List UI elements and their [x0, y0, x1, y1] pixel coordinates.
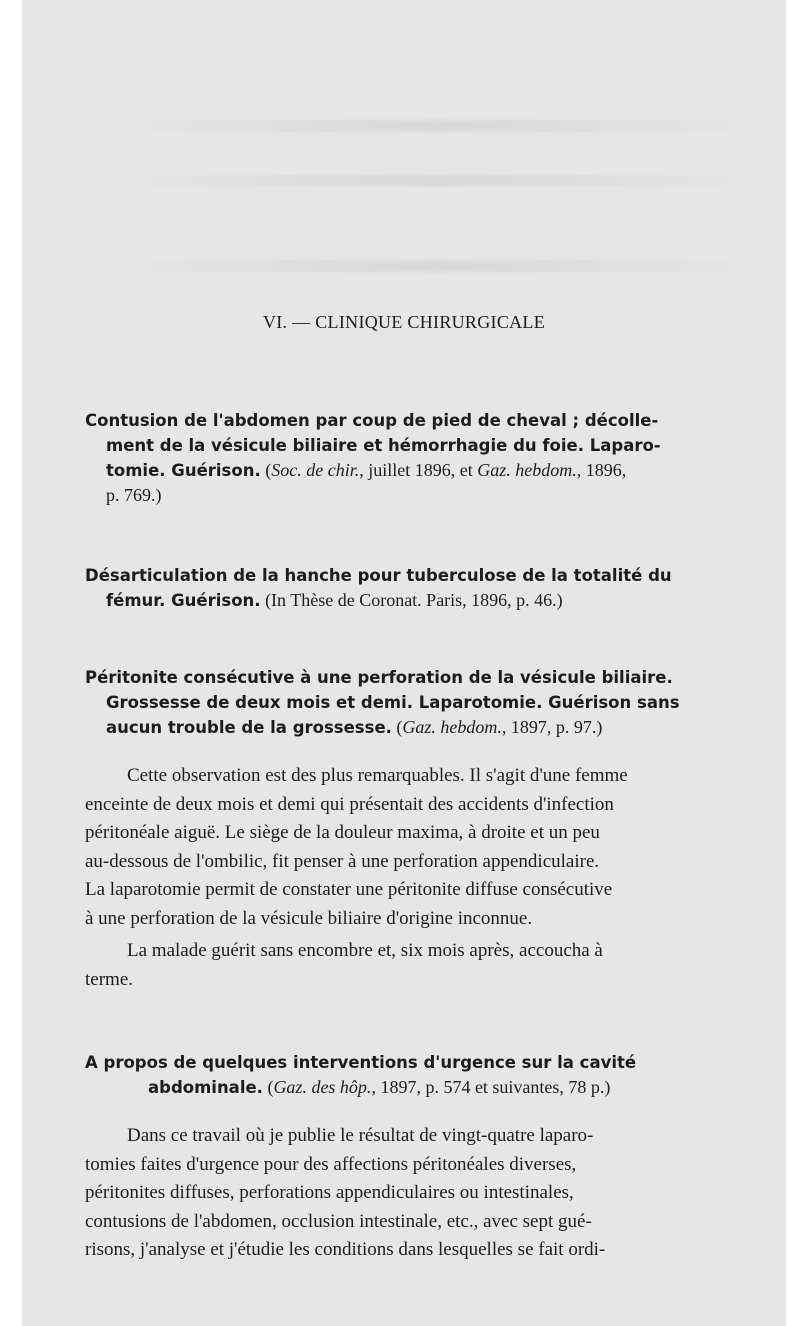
paragraph-line: au-dessous de l'ombilic, fit penser à une perforation appendiculaire.	[85, 850, 600, 872]
body-paragraph	[85, 937, 777, 994]
entry-contusion	[85, 408, 777, 508]
paragraph-line: à une perforation de la vésicule biliaire d'origine inconnue.	[85, 907, 533, 929]
paragraph-line: La malade guérit sans encombre et, six mois après, accoucha à	[127, 940, 603, 961]
entry-heading	[85, 1050, 777, 1100]
entry-heading	[85, 563, 777, 613]
body-paragraph	[85, 1122, 777, 1265]
paragraph-line: contusions de l'abdomen, occlusion intestinale, etc., avec sept gué-	[85, 1210, 592, 1232]
heading-line: aucun trouble de la grossesse.	[106, 718, 392, 737]
heading-line: Désarticulation de la hanche pour tuberculose de la totalité du	[85, 566, 672, 585]
entry-reference: (Gaz. des hôp., 1897, p. 574 et suivantes, 78 p.)	[262, 1077, 611, 1097]
heading-line: A propos de quelques interventions d'urgence sur la cavité	[85, 1053, 637, 1072]
heading-line: fémur. Guérison.	[106, 591, 261, 610]
entry-reference: (Soc. de chir., juillet 1896, et Gaz. hebdom., 1896,	[260, 460, 627, 480]
entry-interventions-urgence	[85, 1050, 777, 1265]
paragraph-line: terme.	[85, 968, 134, 990]
entry-reference-end: p. 769.)	[106, 485, 162, 505]
bleed-through-shadow	[117, 120, 757, 132]
paragraph-line: risons, j'analyse et j'étudie les conditions dans lesquelles se fait ordi-	[85, 1239, 606, 1260]
entry-desarticulation	[85, 563, 777, 613]
heading-line: Contusion de l'abdomen par coup de pied de cheval ; décolle-	[85, 411, 659, 430]
paragraph-line: péritonites diffuses, perforations appendiculaires ou intestinales,	[85, 1182, 574, 1203]
paragraph-line: péritonéale aiguë. Le siège de la douleur maxima, à droite et un peu	[85, 822, 600, 843]
entry-heading	[85, 665, 777, 740]
paragraph-line: tomies faites d'urgence pour des affections péritonéales diverses,	[85, 1153, 577, 1175]
bleed-through-shadow	[117, 260, 757, 272]
heading-line: abdominale.	[148, 1078, 263, 1097]
paragraph-line: enceinte de deux mois et demi qui présentait des accidents d'infection	[85, 793, 614, 815]
page-sheet	[22, 0, 786, 1326]
bleed-through-shadow	[117, 175, 757, 187]
paragraph-line: Dans ce travail où je publie le résultat de vingt-quatre laparo-	[127, 1125, 594, 1146]
entry-reference: (Gaz. hebdom., 1897, p. 97.)	[391, 717, 603, 737]
heading-line: ment de la vésicule biliaire et hémorrhagie du foie. Laparo-	[106, 436, 661, 455]
heading-line: tomie. Guérison.	[106, 461, 261, 480]
entry-peritonite	[85, 665, 777, 994]
body-paragraph	[85, 762, 777, 933]
paragraph-line: La laparotomie permit de constater une péritonite diffuse consécutive	[85, 879, 613, 900]
paragraph-line: Cette observation est des plus remarquables. Il s'agit d'une femme	[127, 765, 628, 786]
heading-line: Grossesse de deux mois et demi. Laparotomie. Guérison sans	[106, 693, 680, 712]
entry-heading	[85, 408, 777, 508]
heading-line: Péritonite consécutive à une perforation de la vésicule biliaire.	[85, 668, 673, 687]
entry-reference: (In Thèse de Coronat. Paris, 1896, p. 46.)	[260, 590, 563, 610]
section-title: VI. — CLINIQUE CHIRURGICALE	[262, 312, 546, 332]
